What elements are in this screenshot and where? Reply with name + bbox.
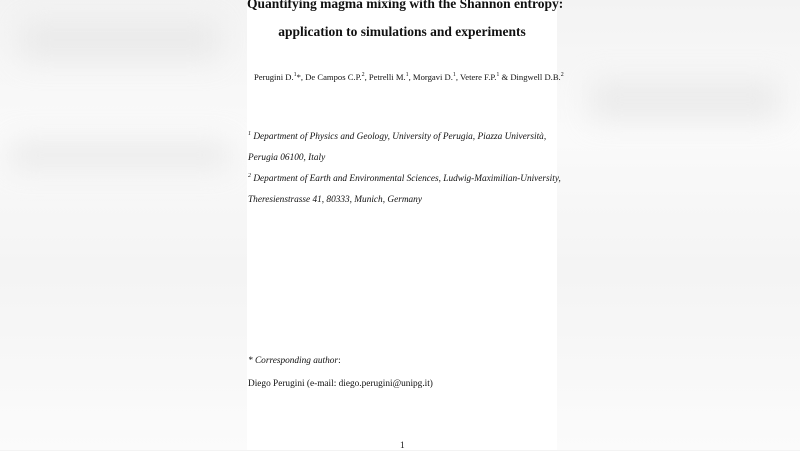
affiliation-1-line-2: Perugia 06100, Italy bbox=[248, 153, 326, 163]
author: Perugini D.$^1$*, bbox=[254, 72, 306, 82]
author: Morgavi D.$^1$, bbox=[412, 72, 461, 82]
paper-title-line-1: Quantifying magma mixing with the Shannon entropy: bbox=[247, 0, 564, 11]
document-page bbox=[247, 0, 564, 451]
author: Dingwell D.B.$^2$ bbox=[510, 72, 564, 82]
affiliation-1-line-1: $^1$ Department of Physics and Geology, University of Perugia, Piazza Università, bbox=[248, 131, 547, 142]
corresponding-author-contact: Diego Perugini (e-mail: diego.perugini@unipg.it) bbox=[248, 379, 433, 389]
affiliation-2-line-2: Theresienstrasse 41, 80333, Munich, Germany bbox=[248, 195, 422, 205]
author: Vetere F.P.$^1$ & bbox=[460, 72, 511, 82]
affiliation-2-line-1: $^2$ Department of Earth and Environmental Sciences, Ludwig-Maximilian-University, bbox=[248, 173, 561, 184]
background-blur bbox=[20, 20, 220, 60]
background-blur bbox=[590, 80, 780, 120]
background-blur bbox=[10, 140, 230, 170]
corresponding-author-label: * Corresponding author: bbox=[248, 356, 341, 366]
paper-title-line-2: application to simulations and experiments bbox=[278, 24, 526, 39]
author: Petrelli M.$^1$, bbox=[368, 72, 413, 82]
author-list bbox=[254, 72, 564, 82]
page-number: 1 bbox=[400, 441, 405, 451]
author: De Campos C.P.$^2$, bbox=[305, 72, 369, 82]
